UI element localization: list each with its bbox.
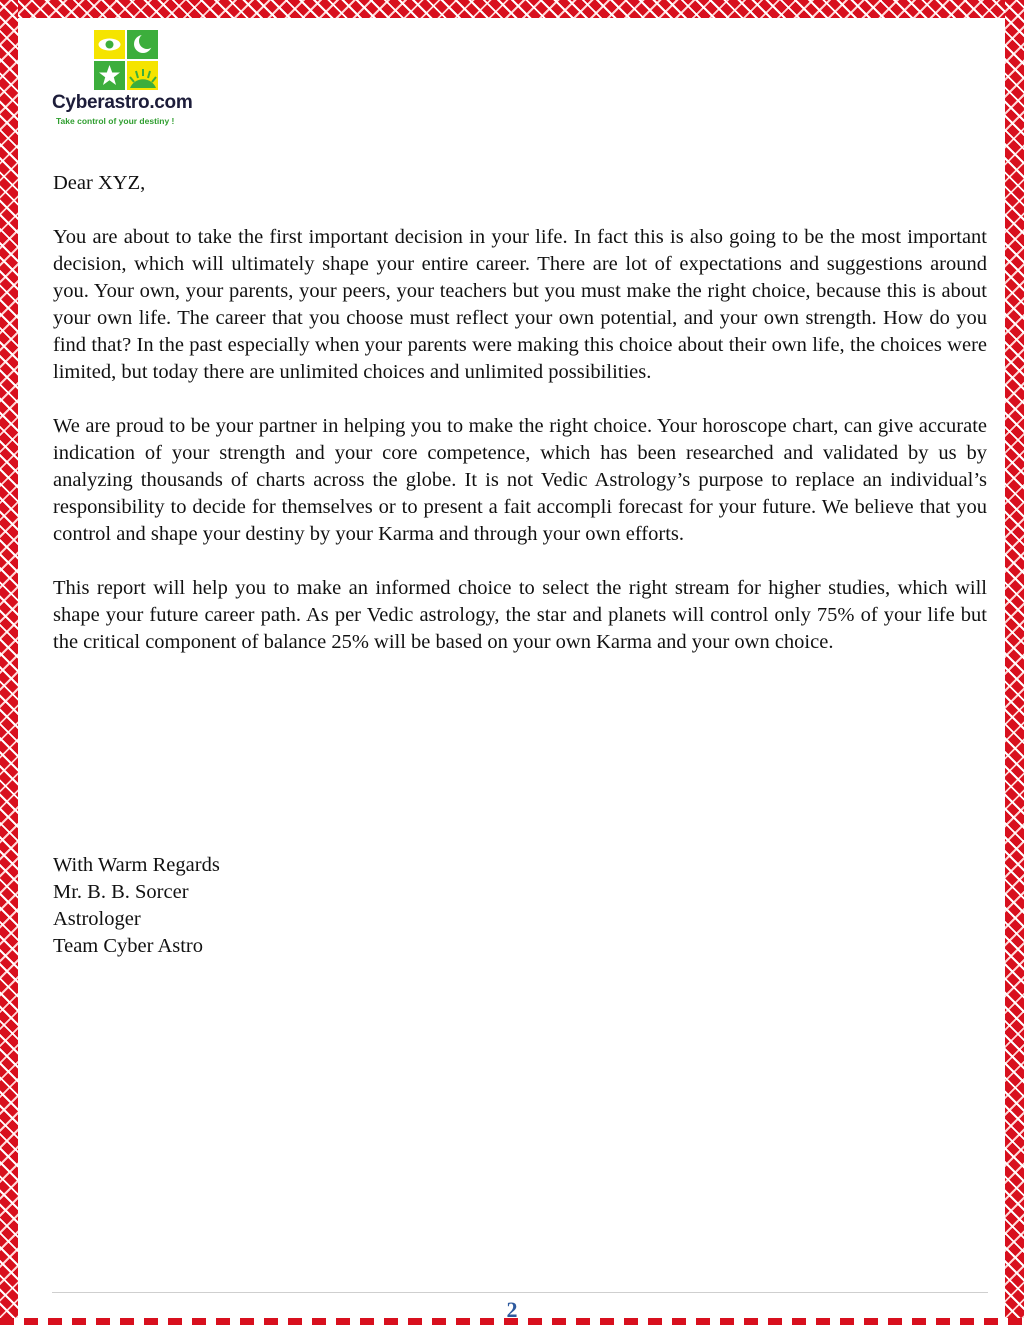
letter-body	[53, 170, 987, 683]
signer-team: Team Cyber Astro	[53, 935, 204, 957]
signature-block	[53, 852, 220, 960]
page-number: 2	[506, 1297, 518, 1322]
cyberastro-logo	[52, 28, 212, 128]
paragraph-intro: You are about to take the first important decision in your life. In fact this is also going to be the most important decision, which will ultimately shape your entire career. There are lot of expectations and suggestions around you. Your own, your parents, your peers, your teachers but you must make the right choice, because this is about your own life. The career that you choose must reflect your own potential, and your own strength. How do you find that? In the past especially when your parents were making this choice about their own life, the choices were limited, but today there are unlimited choices and unlimited possibilities.	[53, 226, 987, 383]
decorative-border-right	[1005, 0, 1024, 1325]
footer-divider	[52, 1292, 988, 1293]
signer-title: Astrologer	[53, 908, 141, 930]
decorative-border-top	[0, 0, 1024, 18]
logo-mark-icon	[94, 30, 158, 90]
logo-tagline: Take control of your destiny !	[56, 116, 175, 126]
decorative-border-left	[0, 0, 18, 1325]
paragraph-partner: We are proud to be your partner in helping you to make the right choice. Your horoscope chart, can give accurate indication of your strength and your core competence, which has been researched and validated by us by analyzing thousands of charts across the globe. It is not Vedic Astrology’s purpose to replace an individual’s responsibility to decide for themselves or to present a fait accompli forecast for your future. We believe that you control and shape your destiny by your Karma and through your own efforts.	[53, 415, 987, 545]
closing: With Warm Regards	[53, 854, 220, 876]
paragraph-report: This report will help you to make an informed choice to select the right stream for higher studies, which will shape your future career path. As per Vedic astrology, the star and planets will control only 75% of your life but the critical component of balance 25% will be based on your own Karma and your own choice.	[53, 577, 987, 653]
logo-name: Cyberastro.com	[52, 92, 193, 113]
signer-name: Mr. B. B. Sorcer	[53, 881, 189, 903]
salutation: Dear XYZ,	[53, 172, 146, 194]
